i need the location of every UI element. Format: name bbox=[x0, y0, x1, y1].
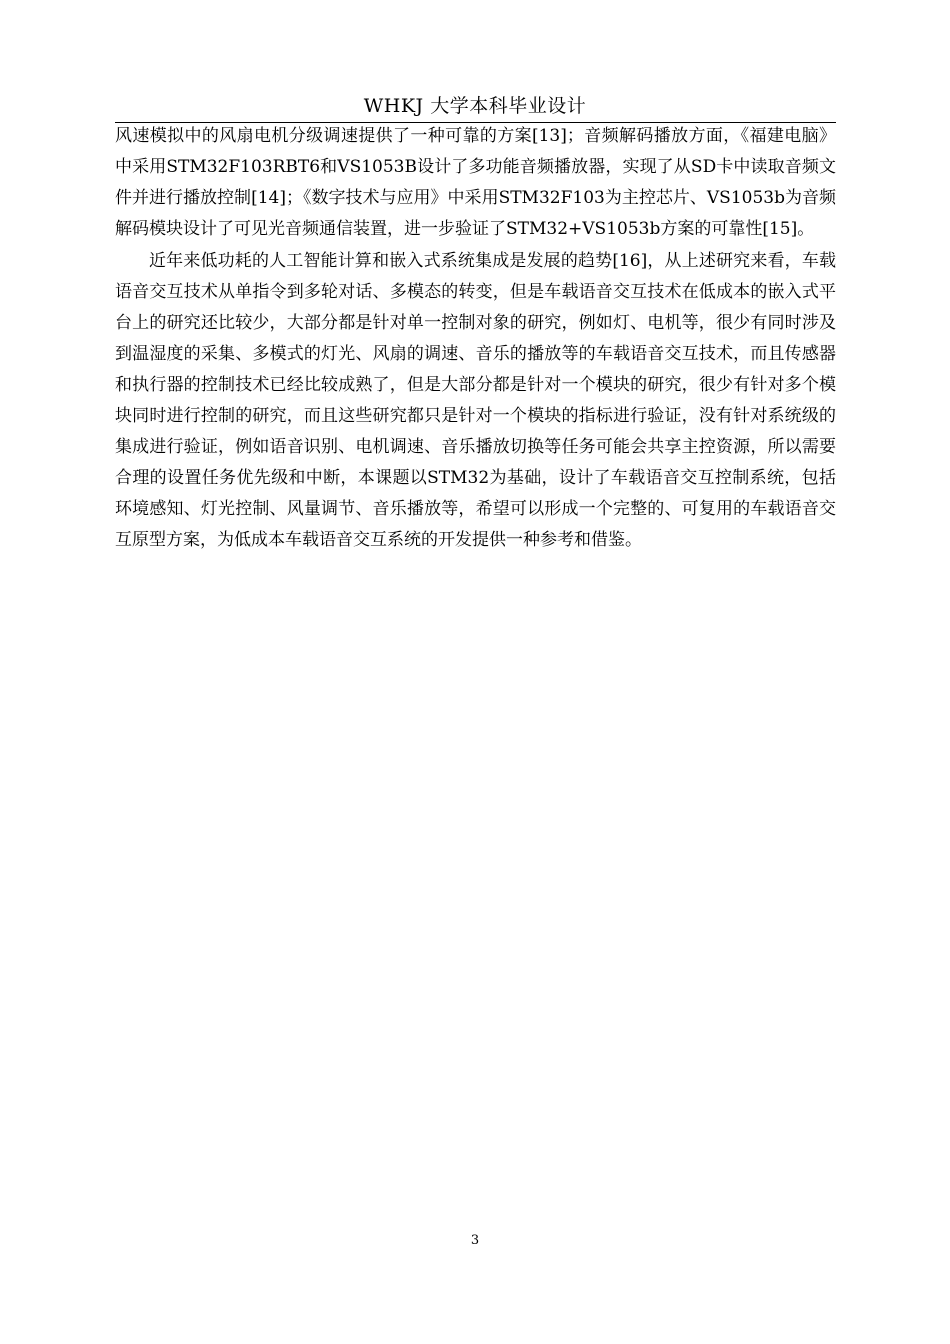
page-header: WHKJ 大学本科毕业设计 bbox=[363, 95, 587, 117]
body-text bbox=[115, 121, 836, 556]
paragraph: 近年来低功耗的人工智能计算和嵌入式系统集成是发展的趋势[16]，从上述研究来看，车载语音交互技术从单指令到多轮对话、多模态的转变，但是车载语音交互技术在低成本的嵌入式平台上的研究还比较少，大部分都是针对单一控制对象的研究，例如灯、电机等，很少有同时涉及到温湿度的采集、多模式的灯光、风扇的调速、音乐的播放等的车载语音交互技术，而且传感器和执行器的控制技术已经比较成熟了，但是大部分都是针对一个模块的研究，很少有针对多个模块同时进行控制的研究，而且这些研究都只是针对一个模块的指标进行验证，没有针对系统级的集成进行验证，例如语音识别、电机调速、音乐播放切换等任务可能会共享主控资源，所以需要合理的设置任务优先级和中断，本课题以STM32为基础，设计了车载语音交互控制系统，包括环境感知、灯光控制、风量调节、音乐播放等，希望可以形成一个完整的、可复用的车载语音交互原型方案，为低成本车载语音交互系统的开发提供一种参考和借鉴。 bbox=[115, 251, 836, 550]
paragraph-continuation: 风速模拟中的风扇电机分级调速提供了一种可靠的方案[13]；音频解码播放方面，《福建电脑》中采用STM32F103RBT6和VS1053B设计了多功能音频播放器，实现了从SD卡中读取音频文件并进行播放控制[14]；《数字技术与应用》中采用STM32F103为主控芯片、VS1053b为音频解码模块设计了可见光音频通信装置，进一步验证了STM32+VS1053b方案的可靠性[15]。 bbox=[115, 126, 836, 239]
page-number: 3 bbox=[470, 1233, 480, 1248]
